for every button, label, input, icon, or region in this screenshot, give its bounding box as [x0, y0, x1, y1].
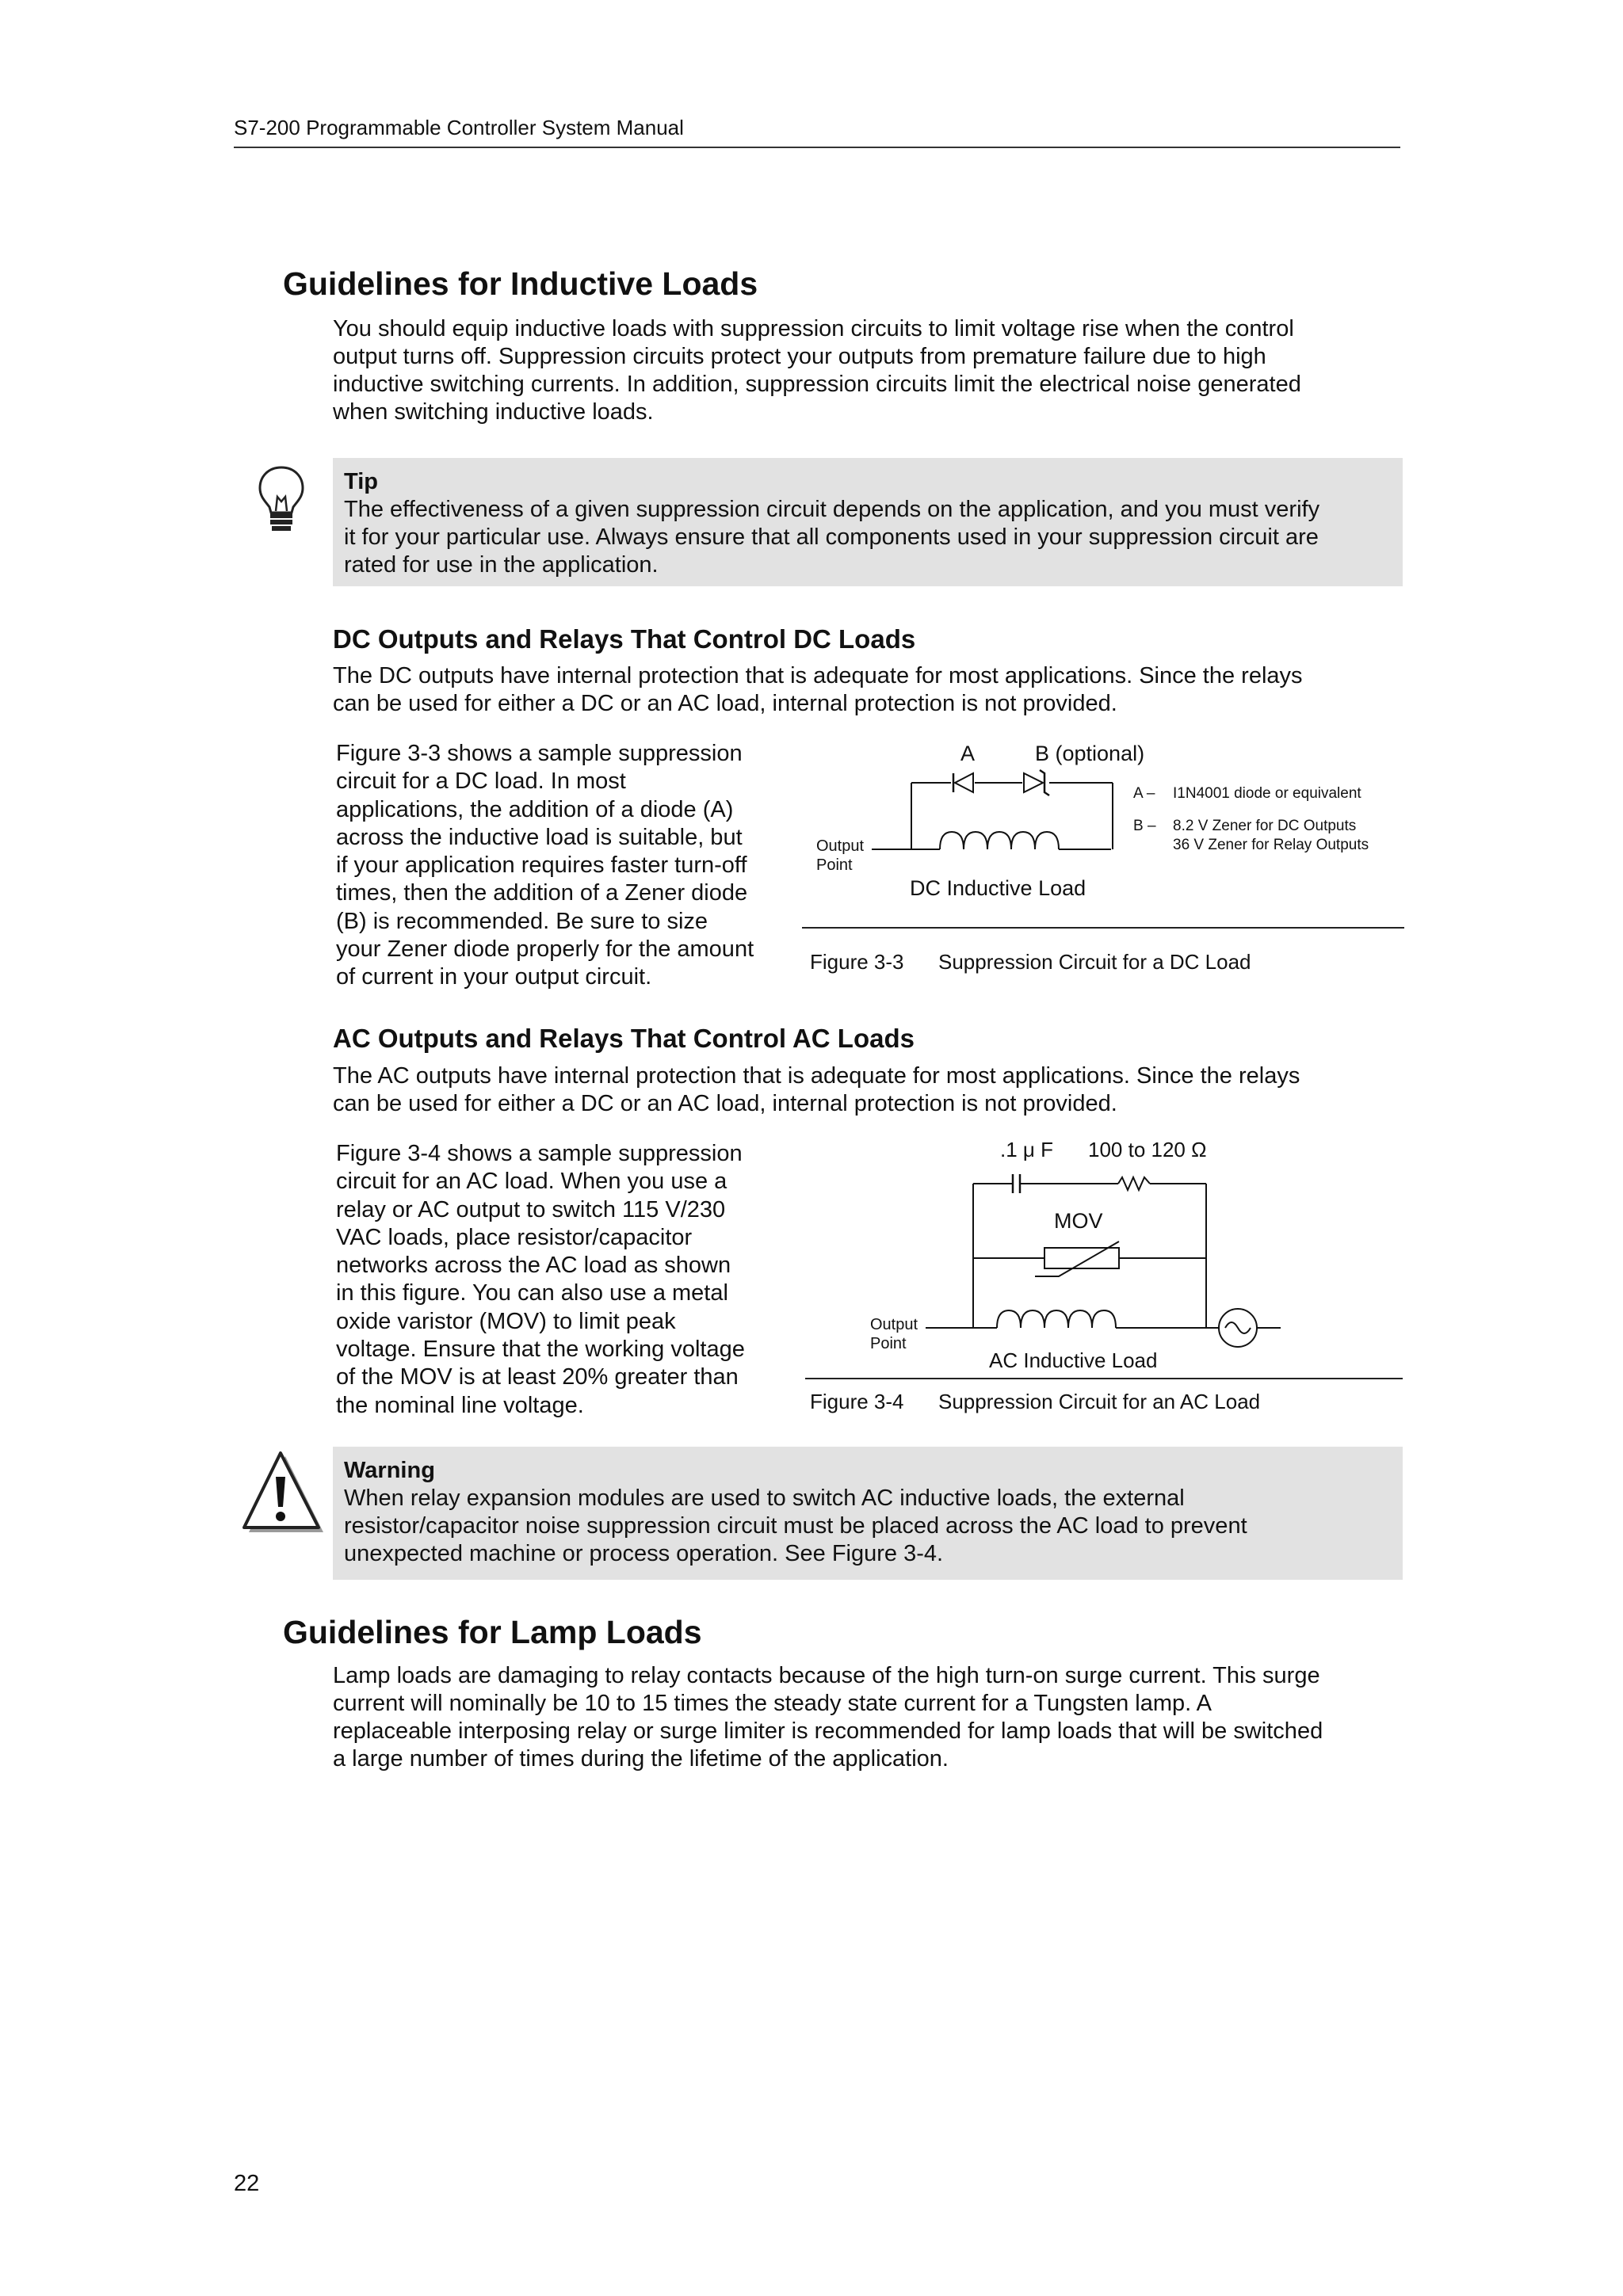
label-b-optional: B (optional) [1035, 742, 1145, 765]
page-number: 22 [234, 2171, 260, 2196]
dc-figure-description [336, 740, 792, 992]
text-line: relay or AC output to switch 115 V/230 [336, 1196, 726, 1222]
figure-3-3-number: Figure 3-3 [810, 950, 904, 974]
ac-inductive-load-label: AC Inductive Load [989, 1348, 1158, 1372]
output-point-line-1: Output [816, 837, 865, 855]
text-line: times, then the addition of a Zener diode [336, 880, 748, 906]
section-title-inductive-loads: Guidelines for Inductive Loads [283, 265, 758, 302]
tip-box [333, 458, 1403, 586]
resistor-value-label: 100 to 120 Ω [1088, 1138, 1207, 1161]
inductor-coil-symbol [940, 832, 1059, 849]
text-line: output turns off. Suppression circuits protect your outputs from premature failure due to high [333, 344, 1266, 369]
text-line: if your application requires faster turn-off [336, 852, 747, 879]
text-line: replaceable interposing relay or surge limiter is recommended for lamp loads that will be switched [333, 1718, 1323, 1744]
legend-b-key: B – [1133, 818, 1156, 834]
warning-body [344, 1485, 1392, 1568]
text-line: networks across the AC load as shown [336, 1253, 731, 1279]
warning-triangle-icon [239, 1450, 327, 1541]
inductive-loads-paragraph [333, 315, 1403, 426]
text-line: The DC outputs have internal protection that is adequate for most applications. Since the relays [333, 663, 1303, 688]
output-point-line-2: Point [870, 1335, 907, 1352]
text-line: current will nominally be 10 to 15 times the steady state current for a Tungsten lamp. A [333, 1691, 1212, 1716]
figure-3-4-caption: Suppression Circuit for an AC Load [938, 1390, 1261, 1413]
text-line: across the inductive load is suitable, but [336, 824, 743, 850]
text-line: a large number of times during the lifetime of the application. [333, 1746, 949, 1772]
lamp-loads-paragraph [333, 1662, 1403, 1773]
ac-figure-description [336, 1140, 792, 1420]
text-line: Figure 3-3 shows a sample suppression [336, 741, 743, 766]
text-line: oxide varistor (MOV) to limit peak [336, 1308, 676, 1334]
inductor-coil-symbol [997, 1310, 1116, 1328]
figure-3-4-number: Figure 3-4 [810, 1390, 904, 1413]
header-rule [234, 147, 1400, 148]
capacitor-symbol [1013, 1174, 1020, 1193]
text-line: of the MOV is at least 20% greater than [336, 1364, 739, 1390]
text-line: the nominal line voltage. [336, 1392, 584, 1418]
text-line: (B) is recommended. Be sure to size [336, 908, 708, 934]
text-line: voltage. Ensure that the working voltage [336, 1337, 745, 1363]
resistor-symbol [1118, 1177, 1150, 1190]
legend-b-text-1: 8.2 V Zener for DC Outputs [1173, 818, 1357, 834]
text-line: applications, the addition of a diode (A) [336, 796, 734, 822]
text-line: in this figure. You can also use a metal [336, 1280, 728, 1306]
mov-varistor-symbol [1035, 1241, 1119, 1276]
text-line: The AC outputs have internal protection that is adequate for most applications. Since the relays [333, 1063, 1300, 1089]
capacitor-value-label: .1 μ F [1000, 1138, 1053, 1161]
text-line: The effectiveness of a given suppression circuit depends on the application, and you must verify [344, 497, 1320, 522]
label-a: A [960, 742, 976, 765]
running-header: S7-200 Programmable Controller System Manual [234, 116, 684, 139]
text-line: it for your particular use. Always ensure that all components used in your suppression circuit are [344, 524, 1319, 550]
ac-source-symbol [1219, 1309, 1257, 1347]
text-line: Figure 3-4 shows a sample suppression [336, 1141, 743, 1166]
text-line: circuit for a DC load. In most [336, 769, 626, 795]
legend-a-key: A – [1133, 785, 1155, 802]
figure-3-3 [792, 737, 1411, 994]
text-line: when switching inductive loads. [333, 399, 654, 425]
zener-diode-b-symbol [1022, 770, 1049, 795]
text-line: resistor/capacitor noise suppression circuit must be placed across the AC load to prevent [344, 1513, 1247, 1539]
text-line: When relay expansion modules are used to switch AC inductive loads, the external [344, 1486, 1185, 1511]
figure-3-4 [792, 1133, 1411, 1430]
subsection-title-ac-outputs: AC Outputs and Relays That Control AC Loads [333, 1024, 915, 1053]
text-line: unexpected machine or process operation. See Figure 3-4. [344, 1541, 944, 1566]
text-line: inductive switching currents. In addition, suppression circuits limit the electrical noise generated [333, 372, 1301, 397]
section-title-lamp-loads: Guidelines for Lamp Loads [283, 1614, 702, 1650]
tip-body [344, 496, 1392, 579]
text-line: Lamp loads are damaging to relay contacts because of the high turn-on surge current. This surge [333, 1663, 1320, 1688]
warning-title: Warning [344, 1458, 435, 1483]
text-line: of current in your output circuit. [336, 964, 652, 990]
text-line: circuit for an AC load. When you use a [336, 1169, 727, 1195]
subsection-title-dc-outputs: DC Outputs and Relays That Control DC Loads [333, 624, 916, 654]
dc-inductive-load-label: DC Inductive Load [910, 876, 1086, 900]
legend-a-text: I1N4001 diode or equivalent [1173, 785, 1361, 802]
text-line: your Zener diode properly for the amount [336, 936, 754, 963]
text-line: can be used for either a DC or an AC load, internal protection is not provided. [333, 1091, 1117, 1116]
dc-outputs-paragraph [333, 662, 1403, 718]
legend-b-text-2: 36 V Zener for Relay Outputs [1173, 837, 1369, 853]
tip-title: Tip [344, 469, 378, 494]
output-point-line-2: Point [816, 856, 853, 874]
text-line: rated for use in the application. [344, 552, 659, 578]
output-point-line-1: Output [870, 1316, 918, 1333]
text-line: VAC loads, place resistor/capacitor [336, 1224, 693, 1250]
mov-label: MOV [1054, 1209, 1103, 1233]
figure-3-3-caption: Suppression Circuit for a DC Load [938, 950, 1251, 974]
lightbulb-icon [255, 463, 307, 539]
text-line: You should equip inductive loads with suppression circuits to limit voltage rise when the control [333, 316, 1294, 341]
text-line: can be used for either a DC or an AC load, internal protection is not provided. [333, 691, 1117, 716]
diode-a-symbol [951, 773, 975, 794]
warning-box [333, 1447, 1403, 1580]
ac-outputs-paragraph [333, 1062, 1403, 1118]
